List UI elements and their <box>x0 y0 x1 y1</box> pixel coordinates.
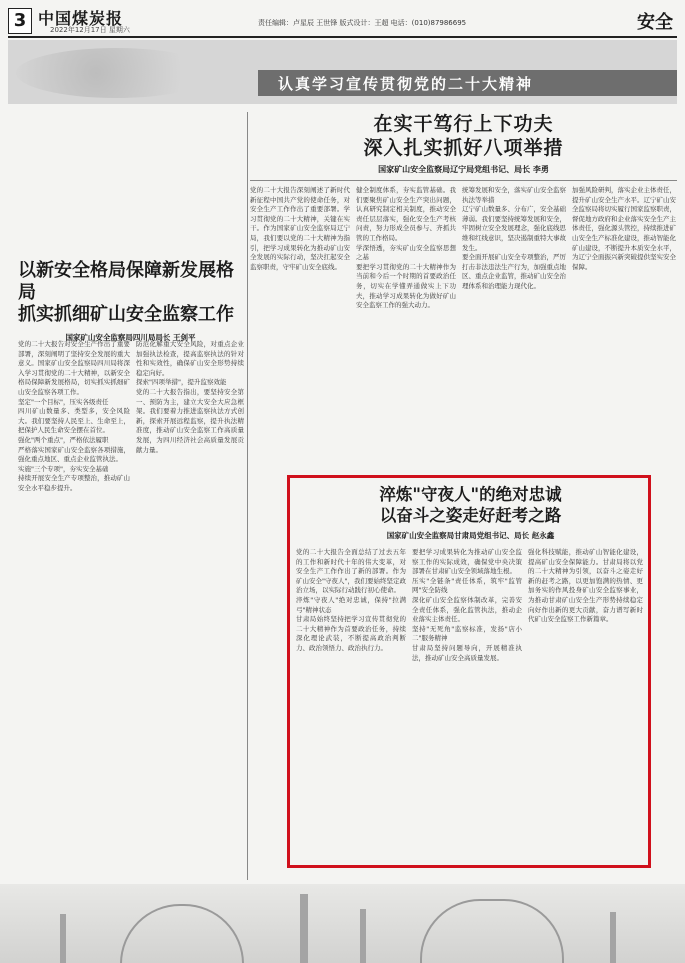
section-title: 安全 <box>637 12 673 33</box>
banner-slogan: 认真学习宣传贯彻党的二十大精神 <box>278 75 534 93</box>
article-top-title-line1: 在实干笃行上下功夫 <box>373 113 554 135</box>
article-left-title-line1: 以新安全格局保障新发展格局 <box>18 260 234 303</box>
page-header <box>8 6 677 38</box>
article-focus-headline <box>298 484 643 541</box>
banner-band <box>258 70 677 96</box>
article-left-title-line2: 抓实抓细矿山安全监察工作 <box>18 304 234 325</box>
article-top-col2: 健全制度体系，夯实监管基础。我们要聚焦矿山安全生产突出问题，认真研究制定相关制度，推动安全责任层层落实，强化安全生产考核问责，努力形成全员参与、齐抓共管的工作格局。 学深悟透，夯实矿山安全监察思想之基 要把学习贯彻党的二十大精神作为当前和今后一个时期的首要政治任务，切实在学懂弄通做实上下功夫，推动学习成果转化为做好矿山安全监察工作的强大动力。 <box>356 186 456 310</box>
arch-shape <box>120 904 244 963</box>
newspaper-masthead: 中国煤炭报 <box>38 9 124 28</box>
topic-banner <box>8 40 677 104</box>
page-number: 3 <box>8 8 32 34</box>
article-left-col2: 防范化解重大安全风险，对重点企业加强执法检查，提高监察执法的针对性和实效性，确保矿山安全形势持续稳定向好。 探索"四项举措"，提升监察效能 党的二十大报告指出，要坚持安全第一、预防为主，建立大安全大应急框架。我们要着力推进监察执法方式创新，探索开展远程监察，提升执法精准度，推动矿山安全监察工作高质量发展，为四川经济社会高质量发展贡献力量。 <box>136 340 244 454</box>
article-top-col3: 统筹发展和安全，落实矿山安全监察执法等举措 辽宁矿山数量多、分布广，安全基础薄弱。我们要坚持统筹发展和安全，牢固树立安全发展理念，强化底线思维和红线意识，坚决遏制重特大事故发生。 要全面开展矿山安全专项整治，严厉打击非法违法生产行为，加强重点地区、重点企业监管，推动矿山安全治理体系和治理能力现代化。 <box>462 186 566 290</box>
article-focus-title-line2: 以奋斗之姿走好赶考之路 <box>379 506 562 525</box>
pillar-shape <box>360 909 366 963</box>
article-top-col1: 党的二十大报告深刻阐述了新时代新征程中国共产党的使命任务，对安全生产工作作出了重要部署。学习贯彻党的二十大精神，关键在实干。作为国家矿山安全监察局辽宁局，我们要以党的二十大精神为指引，把学习成果转化为推动矿山安全发展的实际行动，坚决扛起安全监察职责，守牢矿山安全底线。 <box>250 186 350 271</box>
pillar-shape <box>300 894 308 963</box>
article-focus-title-line1: 淬炼"守夜人"的绝对忠诚 <box>379 485 562 504</box>
pillar-shape <box>610 912 616 963</box>
article-left-byline: 国家矿山安全监察局四川局局长 王剑平 <box>65 333 196 342</box>
article-left-headline <box>18 260 243 343</box>
arch-shape <box>420 899 564 963</box>
article-focus-col2: 要把学习成果转化为推动矿山安全监察工作的实际成效，确保党中央决策部署在甘肃矿山安全领域落地生根。 压实"全链条"责任体系，筑牢"监管网"安全防线 深化矿山安全监察体制改革，完善安全责任体系，强化监管执法，推动企业落实主体责任。 坚持"无死角"监察标准，发扬"店小二"服务精神 甘肃局坚持问题导向，开展精准执法，推动矿山安全高质量发展。 <box>412 548 522 662</box>
article-top-title-line2: 深入扎实抓好八项举措 <box>363 137 564 159</box>
article-top-col4: 加强风险研判，落实企业主体责任，提升矿山安全生产水平。辽宁矿山安全监察局将切实履行国家监察职责，督促地方政府和企业落实安全生产主体责任，强化源头管控，持续推进矿山安全生产标准化建设，推动智能化矿山建设，不断提升本质安全水平，为辽宁全面振兴新突破提供坚实安全保障。 <box>572 186 676 271</box>
footer-illustration <box>0 884 685 963</box>
divider <box>250 180 677 181</box>
article-focus-byline: 国家矿山安全监察局甘肃局党组书记、局长 赵永鑫 <box>386 531 555 540</box>
issue-date: 2022年12月17日 星期六 <box>50 26 130 34</box>
article-top-byline: 国家矿山安全监察局辽宁局党组书记、局长 李勇 <box>378 165 549 174</box>
pillar-shape <box>60 914 66 963</box>
article-top-headline <box>250 112 677 175</box>
article-left-col1: 党的二十大报告对安全生产作出了重要部署，深刻阐明了坚持安全发展的重大意义。国家矿山安全监察局四川局将深入学习贯彻党的二十大精神，以新安全格局保障新发展格局，切实抓实抓细矿山安全监察各项工作。 坚定"一个目标"，压实各级责任 四川矿山数量多、类型多，安全风险大。我们要坚持人民至上、生命至上，把保护人民生命安全摆在首位。 强化"两个重点"，严格依法履职 严格落实国家矿山安全监察各项措施，强化重点地区、重点企业监管执法。 实施"三个专项"，夯实安全基础 持续开展安全生产专项整治，推动矿山安全水平稳步提升。 <box>18 340 130 492</box>
article-focus-col1: 党的二十大报告全面总结了过去五年的工作和新时代十年的伟大变革，对安全生产工作作出了新的部署。作为矿山安全"守夜人"，我们要始终坚定政治立场，以实际行动践行初心使命。 淬炼"守夜人"绝对忠诚，保持"拉满弓"精神状态 甘肃局始终坚持把学习宣传贯彻党的二十大精神作为首要政治任务，持续深化理论武装，不断提高政治判断力、政治领悟力、政治执行力。 <box>296 548 406 652</box>
editor-credits: 责任编辑：卢星辰 王世锋 版式设计：王超 电话：(010)87986695 <box>258 19 467 27</box>
article-focus-col3: 强化科技赋能，推动矿山智能化建设，提高矿山安全保障能力。甘肃局将以党的二十大精神为引领，以奋斗之姿走好新的赶考之路，以更加饱满的热情、更加务实的作风投身矿山安全监察事业，为推动甘肃矿山安全生产形势持续稳定向好作出新的更大贡献，奋力谱写新时代矿山安全监察工作新篇章。 <box>528 548 643 624</box>
column-divider <box>247 112 248 880</box>
banner-decoration <box>16 48 216 98</box>
